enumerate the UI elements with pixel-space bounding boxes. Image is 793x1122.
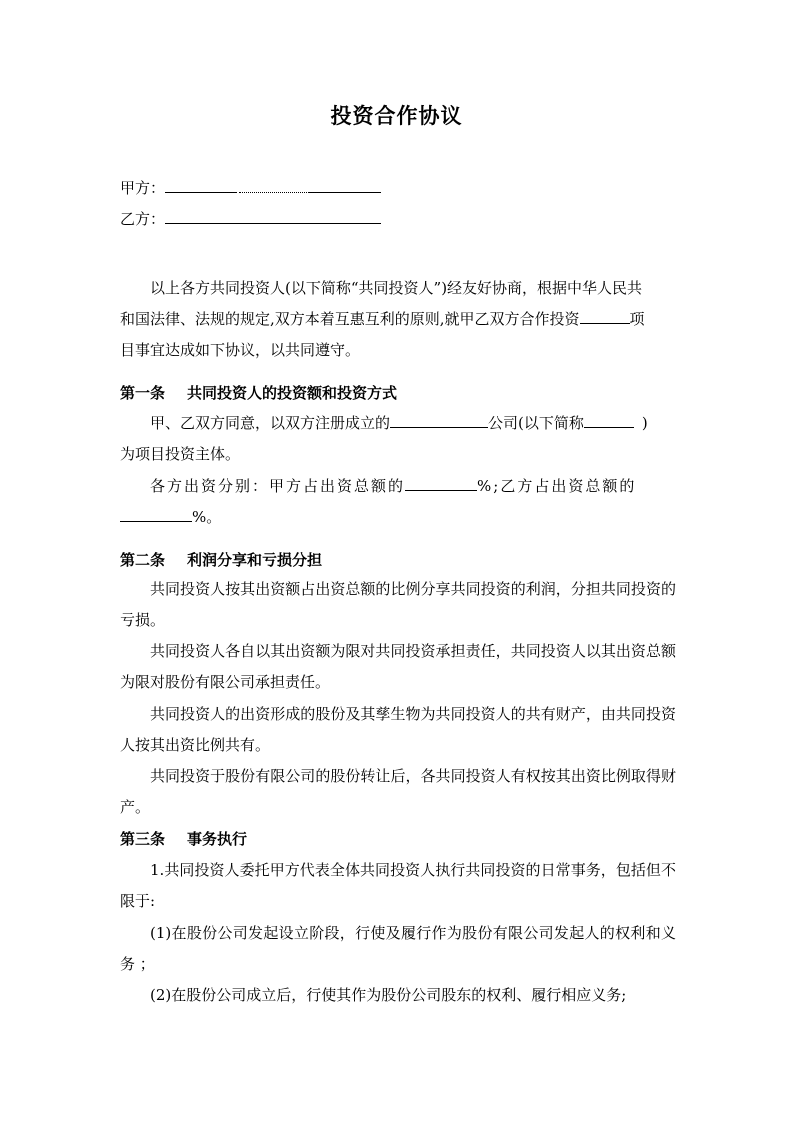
party-a-line xyxy=(120,175,381,197)
company-abbr-blank xyxy=(584,411,634,428)
party-b-blank xyxy=(165,206,381,224)
article-2-paragraph-2: 共同投资人各自以其出资额为限对共同投资承担责任，共同投资人以其出资总额为限对股份有限公司承担责任。 xyxy=(120,642,676,691)
article-1-paragraph-1: 甲、乙双方同意，以双方注册成立的 公司(以下简称 ) 为项目投资主体。 xyxy=(120,408,676,470)
party-a-blank-3 xyxy=(309,175,381,193)
party-a-blank-2 xyxy=(239,175,309,193)
project-name-blank xyxy=(580,307,630,324)
party-a-blank-1 xyxy=(165,175,237,193)
party-a-share-blank xyxy=(405,474,477,491)
article-3-paragraph-1: 1.共同投资人委托甲方代表全体共同投资人执行共同投资的日常事务，包括但不限于: xyxy=(120,861,676,910)
party-b-line xyxy=(120,206,381,228)
article-2-paragraph-1: 共同投资人按其出资额占出资总额的比例分享共同投资的利润，分担共同投资的亏损。 xyxy=(120,580,676,629)
intro-line-1: 以上各方共同投资人(以下简称“共同投资人”)经友好协商，根据中华人民共 xyxy=(150,279,643,297)
article-1-paragraph-2: 各方出资分别：甲方占出资总额的 %;乙方占出资总额的 %。 xyxy=(120,471,676,533)
article-3-paragraph-3: (2)在股份公司成立后，行使其作为股份公司股东的权利、履行相应义务; xyxy=(150,986,627,1004)
article-2-heading: 第二条 利润分享和亏损分担 xyxy=(120,551,323,569)
party-b-label: 乙方： xyxy=(120,210,166,228)
article-2-paragraph-4: 共同投资于股份有限公司的股份转让后，各共同投资人有权按其出资比例取得财产。 xyxy=(120,767,676,816)
intro-line-2: 和国法律、法规的规定,双方本着互惠互利的原则,就甲乙双方合作投资 项 xyxy=(90,304,645,335)
party-b-share-blank xyxy=(120,505,192,522)
article-1-heading: 第一条 共同投资人的投资额和投资方式 xyxy=(120,384,398,402)
company-name-blank xyxy=(390,411,488,428)
party-a-label: 甲方： xyxy=(120,179,166,197)
article-3-heading: 第三条 事务执行 xyxy=(120,830,248,848)
intro-line-3: 目事宜达成如下协议，以共同遵守。 xyxy=(120,341,361,359)
article-3-paragraph-2: (1)在股份公司发起设立阶段，行使及履行作为股份有限公司发起人的权利和义务 ； xyxy=(120,924,676,973)
article-2-paragraph-3: 共同投资人的出资形成的股份及其孳生物为共同投资人的共有财产，由共同投资人按其出资比例共有。 xyxy=(120,705,676,754)
document-title: 投资合作协议 xyxy=(330,103,463,128)
intro-paragraph xyxy=(120,273,676,366)
